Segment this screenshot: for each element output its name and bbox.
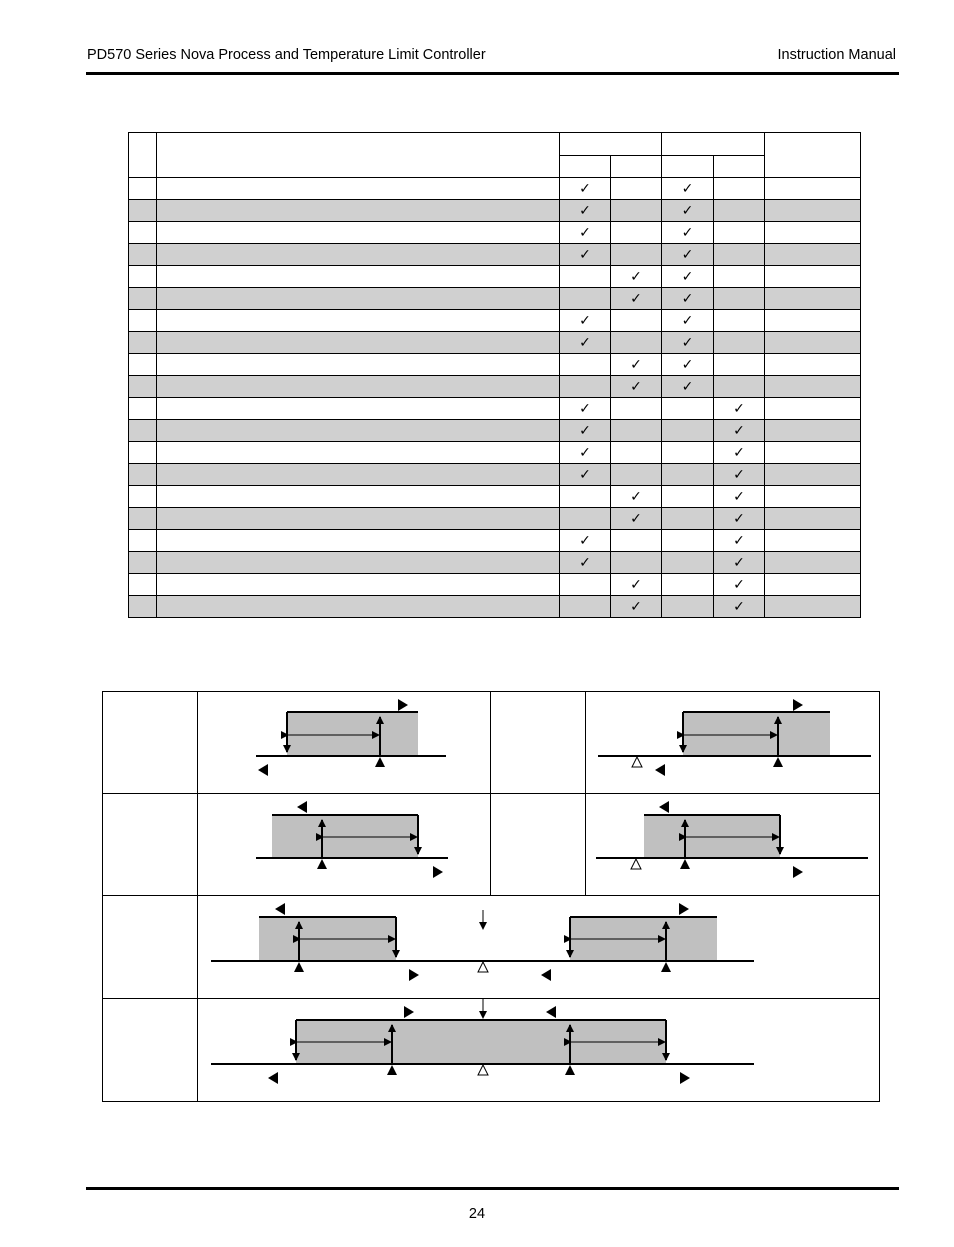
check-cell bbox=[611, 178, 662, 200]
check-cell bbox=[714, 244, 765, 266]
table-cell bbox=[765, 420, 861, 442]
check-cell: ✓ bbox=[714, 574, 765, 596]
page-number: 24 bbox=[468, 1206, 486, 1222]
check-cell bbox=[662, 574, 714, 596]
table-cell bbox=[157, 508, 560, 530]
header-cell bbox=[560, 156, 611, 178]
check-cell bbox=[662, 420, 714, 442]
check-cell bbox=[662, 442, 714, 464]
diagram-band-inside bbox=[211, 999, 754, 1084]
check-cell: ✓ bbox=[714, 398, 765, 420]
header-cell bbox=[765, 133, 861, 178]
table-cell bbox=[157, 310, 560, 332]
check-cell: ✓ bbox=[611, 574, 662, 596]
table-cell bbox=[765, 530, 861, 552]
check-cell bbox=[560, 376, 611, 398]
check-cell: ✓ bbox=[611, 596, 662, 618]
check-cell bbox=[714, 200, 765, 222]
check-cell bbox=[611, 310, 662, 332]
check-cell bbox=[662, 596, 714, 618]
table-cell bbox=[129, 266, 157, 288]
header-cell bbox=[662, 156, 714, 178]
check-cell bbox=[611, 244, 662, 266]
table-row bbox=[129, 420, 861, 442]
table-cell bbox=[129, 200, 157, 222]
table-cell bbox=[157, 552, 560, 574]
table-row bbox=[129, 244, 861, 266]
table-row bbox=[129, 310, 861, 332]
check-cell: ✓ bbox=[714, 442, 765, 464]
table-cell bbox=[157, 574, 560, 596]
check-cell bbox=[611, 332, 662, 354]
table-cell bbox=[765, 508, 861, 530]
check-cell bbox=[714, 178, 765, 200]
header-cell bbox=[611, 156, 662, 178]
check-cell: ✓ bbox=[560, 178, 611, 200]
table-row bbox=[129, 508, 861, 530]
table-cell bbox=[765, 332, 861, 354]
check-cell: ✓ bbox=[714, 530, 765, 552]
table-cell bbox=[157, 398, 560, 420]
check-cell bbox=[714, 222, 765, 244]
table-cell bbox=[157, 354, 560, 376]
table-cell bbox=[157, 200, 560, 222]
table-row bbox=[129, 288, 861, 310]
check-cell: ✓ bbox=[611, 376, 662, 398]
table-cell bbox=[129, 464, 157, 486]
table-cell bbox=[129, 596, 157, 618]
check-cell bbox=[714, 288, 765, 310]
check-cell bbox=[611, 442, 662, 464]
table-cell bbox=[157, 376, 560, 398]
check-cell bbox=[662, 508, 714, 530]
check-cell: ✓ bbox=[560, 222, 611, 244]
check-cell bbox=[662, 464, 714, 486]
check-cell: ✓ bbox=[662, 222, 714, 244]
header-cell bbox=[560, 133, 662, 156]
check-cell bbox=[714, 332, 765, 354]
table-cell bbox=[129, 486, 157, 508]
alarm-action-diagrams bbox=[102, 691, 880, 1102]
diagram-low-alarm bbox=[256, 801, 448, 878]
check-cell: ✓ bbox=[560, 552, 611, 574]
table-cell bbox=[765, 376, 861, 398]
table-row bbox=[129, 178, 861, 200]
check-cell: ✓ bbox=[560, 244, 611, 266]
check-cell bbox=[611, 552, 662, 574]
table-cell bbox=[157, 266, 560, 288]
header-cell bbox=[662, 133, 765, 156]
header-cell bbox=[157, 133, 560, 178]
table-row bbox=[129, 376, 861, 398]
table-cell bbox=[129, 376, 157, 398]
check-cell bbox=[560, 266, 611, 288]
check-cell bbox=[611, 222, 662, 244]
table-cell bbox=[765, 486, 861, 508]
check-cell: ✓ bbox=[560, 420, 611, 442]
check-cell bbox=[560, 574, 611, 596]
check-cell: ✓ bbox=[662, 354, 714, 376]
table-cell bbox=[765, 266, 861, 288]
check-cell: ✓ bbox=[662, 200, 714, 222]
table-row bbox=[129, 530, 861, 552]
diagram-high-deviation bbox=[598, 699, 871, 776]
check-cell: ✓ bbox=[560, 530, 611, 552]
table-cell bbox=[157, 288, 560, 310]
table-cell bbox=[129, 398, 157, 420]
table-cell bbox=[129, 332, 157, 354]
check-cell bbox=[560, 288, 611, 310]
header-cell bbox=[129, 133, 157, 178]
table-cell bbox=[129, 288, 157, 310]
check-cell bbox=[662, 530, 714, 552]
check-cell: ✓ bbox=[560, 310, 611, 332]
table-row bbox=[129, 398, 861, 420]
check-cell: ✓ bbox=[560, 200, 611, 222]
diagram-band-outside bbox=[211, 903, 754, 981]
check-cell: ✓ bbox=[662, 288, 714, 310]
table-cell bbox=[129, 420, 157, 442]
table-cell bbox=[157, 486, 560, 508]
table-cell bbox=[129, 310, 157, 332]
check-cell bbox=[714, 376, 765, 398]
table-cell bbox=[129, 552, 157, 574]
check-cell: ✓ bbox=[611, 288, 662, 310]
check-cell: ✓ bbox=[714, 420, 765, 442]
table-cell bbox=[765, 464, 861, 486]
table-cell bbox=[129, 222, 157, 244]
table-row bbox=[129, 464, 861, 486]
check-cell bbox=[662, 398, 714, 420]
check-cell: ✓ bbox=[611, 486, 662, 508]
table-cell bbox=[765, 178, 861, 200]
check-cell bbox=[560, 486, 611, 508]
table-cell bbox=[157, 222, 560, 244]
header-rule bbox=[86, 72, 899, 75]
check-cell bbox=[662, 552, 714, 574]
check-cell bbox=[611, 464, 662, 486]
table-row bbox=[129, 574, 861, 596]
check-cell: ✓ bbox=[560, 464, 611, 486]
check-cell bbox=[611, 530, 662, 552]
table-cell bbox=[765, 574, 861, 596]
table-cell bbox=[157, 442, 560, 464]
table-cell bbox=[157, 244, 560, 266]
table-cell bbox=[157, 596, 560, 618]
check-cell: ✓ bbox=[662, 244, 714, 266]
check-cell bbox=[560, 596, 611, 618]
check-cell: ✓ bbox=[714, 596, 765, 618]
check-cell: ✓ bbox=[714, 486, 765, 508]
table-row bbox=[129, 596, 861, 618]
table-cell bbox=[129, 508, 157, 530]
check-cell: ✓ bbox=[714, 508, 765, 530]
check-cell bbox=[714, 310, 765, 332]
table-cell bbox=[765, 310, 861, 332]
table-cell bbox=[765, 354, 861, 376]
check-cell: ✓ bbox=[611, 508, 662, 530]
check-cell bbox=[560, 354, 611, 376]
check-cell: ✓ bbox=[611, 354, 662, 376]
table-cell bbox=[129, 178, 157, 200]
check-cell bbox=[714, 354, 765, 376]
diagram-low-deviation bbox=[596, 801, 868, 878]
table-cell bbox=[765, 596, 861, 618]
table-row bbox=[129, 266, 861, 288]
table-row bbox=[129, 200, 861, 222]
table-cell bbox=[129, 530, 157, 552]
table-cell bbox=[765, 200, 861, 222]
table-cell bbox=[157, 178, 560, 200]
check-cell bbox=[714, 266, 765, 288]
table-cell bbox=[765, 244, 861, 266]
check-cell bbox=[611, 398, 662, 420]
header-right: Instruction Manual bbox=[777, 47, 896, 63]
table-row bbox=[129, 552, 861, 574]
check-cell: ✓ bbox=[611, 266, 662, 288]
header-cell bbox=[714, 156, 765, 178]
table-cell bbox=[765, 222, 861, 244]
table-cell bbox=[765, 398, 861, 420]
check-cell bbox=[662, 486, 714, 508]
table-cell bbox=[129, 244, 157, 266]
diagram-high-alarm bbox=[256, 699, 446, 776]
check-cell: ✓ bbox=[714, 552, 765, 574]
check-cell: ✓ bbox=[560, 398, 611, 420]
check-cell: ✓ bbox=[662, 376, 714, 398]
check-cell bbox=[611, 420, 662, 442]
check-cell bbox=[611, 200, 662, 222]
table-cell bbox=[157, 464, 560, 486]
check-cell: ✓ bbox=[662, 332, 714, 354]
table-row bbox=[129, 222, 861, 244]
check-cell bbox=[560, 508, 611, 530]
footer-rule bbox=[86, 1187, 899, 1190]
check-cell: ✓ bbox=[714, 464, 765, 486]
table-cell bbox=[129, 354, 157, 376]
alarm-type-table bbox=[128, 132, 861, 618]
table-row bbox=[129, 442, 861, 464]
table-cell bbox=[765, 288, 861, 310]
table-cell bbox=[157, 420, 560, 442]
table-cell bbox=[765, 442, 861, 464]
check-cell: ✓ bbox=[560, 442, 611, 464]
check-cell: ✓ bbox=[662, 266, 714, 288]
check-cell: ✓ bbox=[560, 332, 611, 354]
header-title: PD570 Series Nova Process and Temperature Limit Controller bbox=[87, 47, 486, 63]
table-cell bbox=[129, 442, 157, 464]
check-cell: ✓ bbox=[662, 178, 714, 200]
table-cell bbox=[157, 332, 560, 354]
table-row bbox=[129, 332, 861, 354]
table-row bbox=[129, 486, 861, 508]
table-header-row-1 bbox=[129, 133, 861, 156]
table-row bbox=[129, 354, 861, 376]
table-cell bbox=[765, 552, 861, 574]
table-cell bbox=[129, 574, 157, 596]
table-cell bbox=[157, 530, 560, 552]
check-cell: ✓ bbox=[662, 310, 714, 332]
